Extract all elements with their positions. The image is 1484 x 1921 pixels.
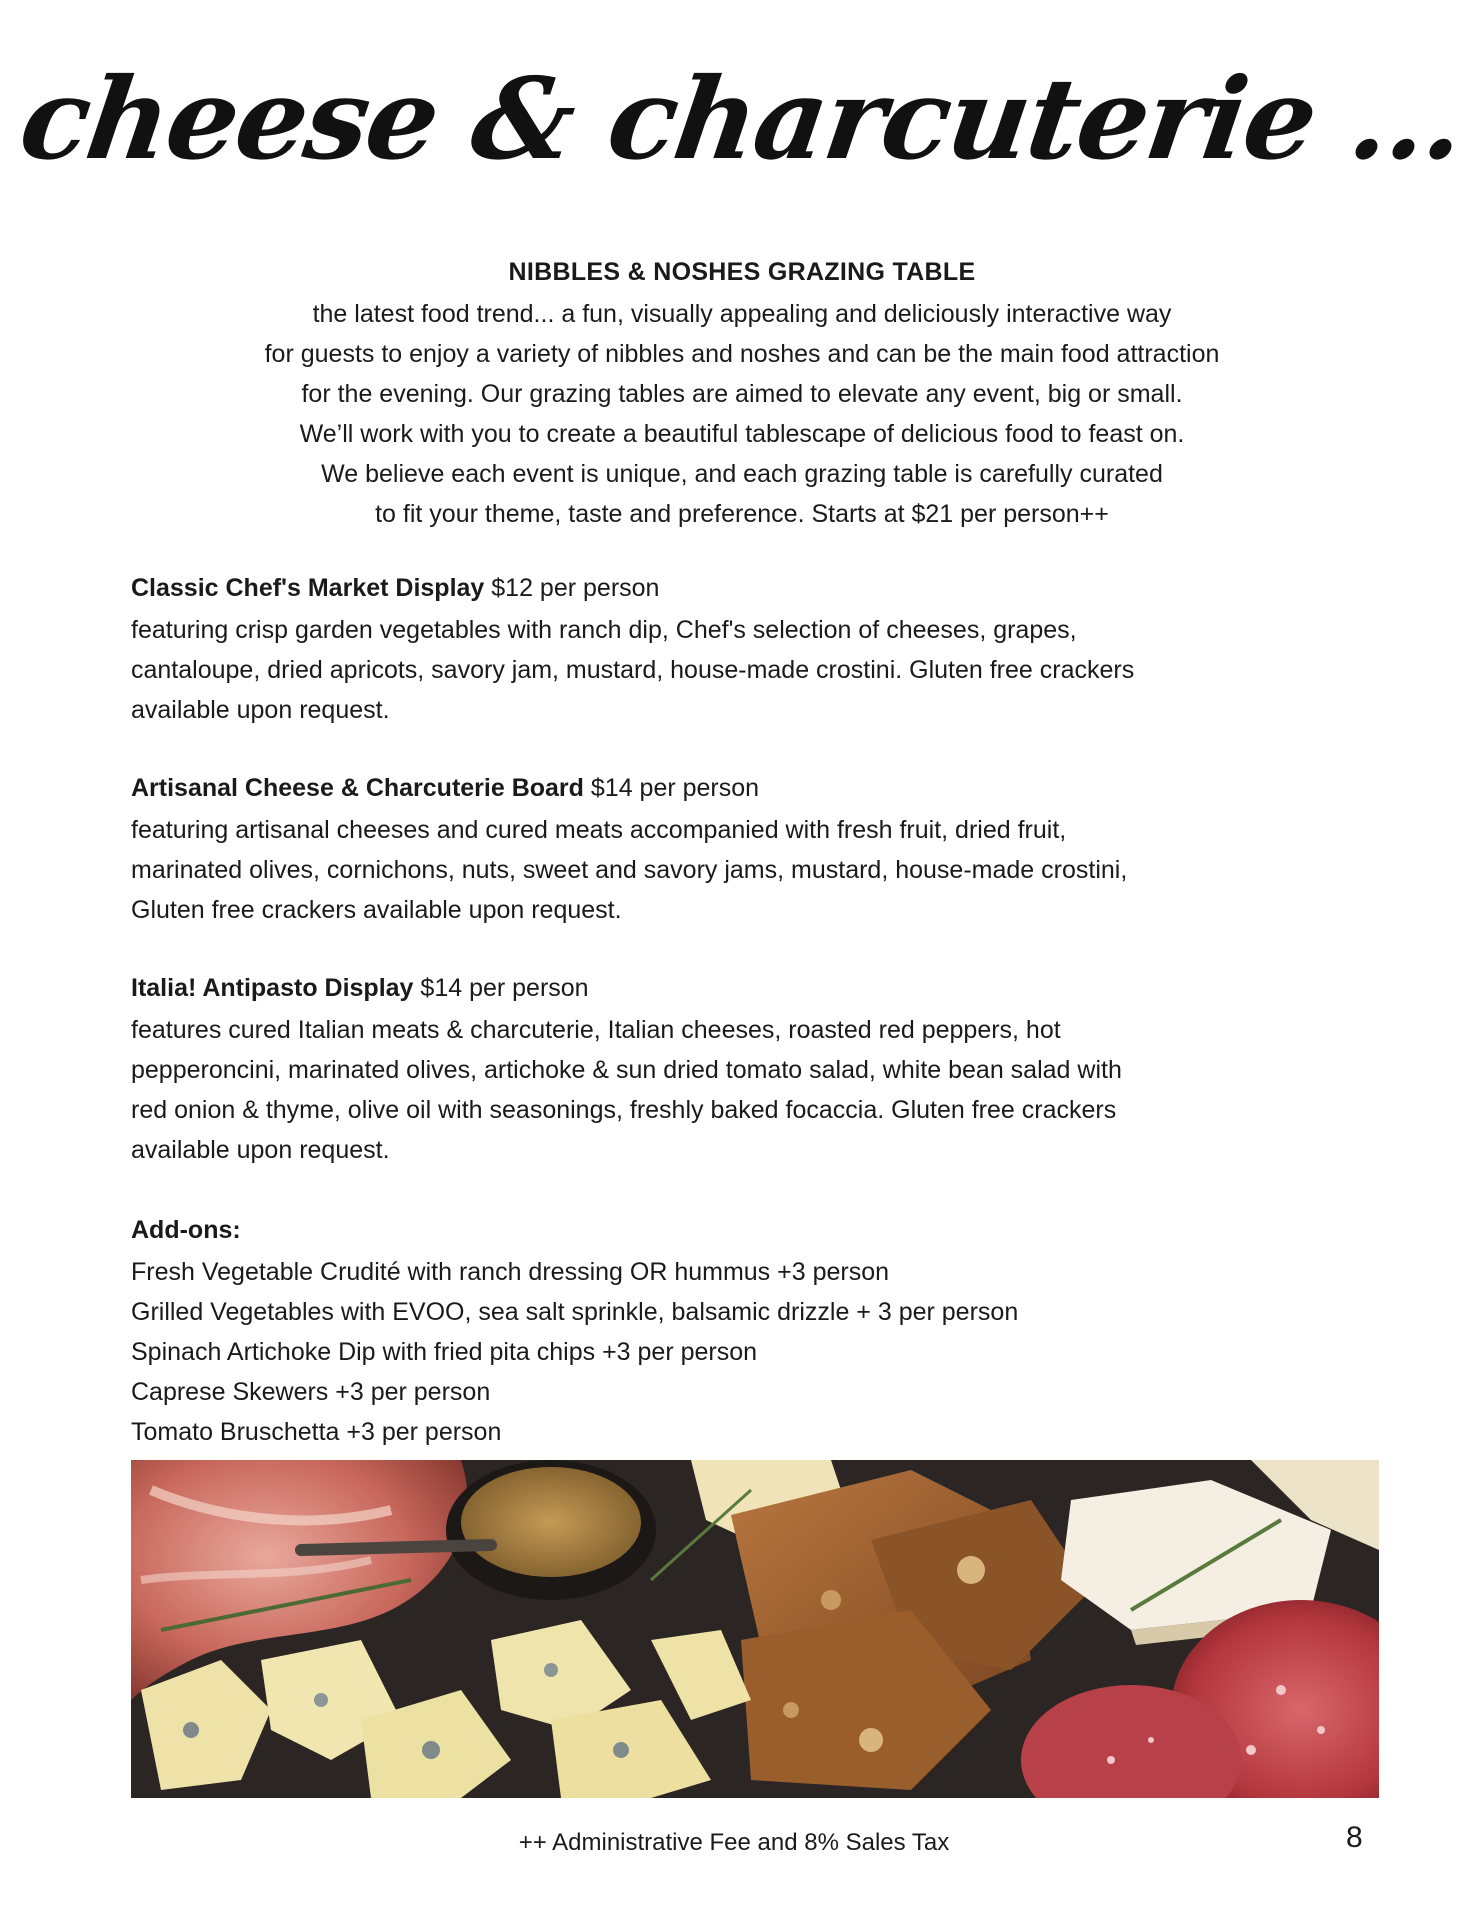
addon-item: Caprese Skewers +3 per person <box>131 1378 491 1406</box>
menu-item-name: Classic Chef's Market Display <box>131 574 485 602</box>
menu-item-name: Italia! Antipasto Display <box>131 974 414 1002</box>
charcuterie-illustration <box>131 1460 1379 1798</box>
intro-line: for guests to enjoy a variety of nibbles and noshes and can be the main food attraction <box>264 340 1220 368</box>
menu-item-description: Gluten free crackers available upon request. <box>131 896 622 924</box>
menu-item-description: red onion & thyme, olive oil with seasonings, freshly baked focaccia. Gluten free crackers <box>131 1096 1117 1124</box>
menu-item-name: Artisanal Cheese & Charcuterie Board <box>131 774 584 802</box>
menu-item-price: $14 per person <box>413 974 589 1002</box>
grazing-table-intro <box>100 254 1384 534</box>
intro-line: the latest food trend... a fun, visually appealing and deliciously interactive way <box>312 300 1172 328</box>
menu-item-description: features cured Italian meats & charcuterie, Italian cheeses, roasted red peppers, hot <box>131 1016 1061 1044</box>
menu-item-description: cantaloupe, dried apricots, savory jam, mustard, house-made crostini. Gluten free crackers <box>131 656 1135 684</box>
addons-heading <box>131 1210 1371 1250</box>
addons-section <box>131 1210 1371 1452</box>
menu-item-classic-chefs-market <box>131 568 1371 730</box>
addon-item: Grilled Vegetables with EVOO, sea salt sprinkle, balsamic drizzle + 3 per person <box>131 1298 1019 1326</box>
addons-heading-text: Add-ons: <box>131 1216 241 1244</box>
menu-item-description: marinated olives, cornichons, nuts, sweet and savory jams, mustard, house-made crostini, <box>131 856 1128 884</box>
menu-item-italia-antipasto <box>131 968 1371 1170</box>
menu-item-description: available upon request. <box>131 696 390 724</box>
addon-item: Tomato Bruschetta +3 per person <box>131 1418 502 1446</box>
menu-item-description: pepperoncini, marinated olives, artichoke & sun dried tomato salad, white bean salad with <box>131 1056 1122 1084</box>
page-title: cheese & charcuterie ... <box>12 54 1472 185</box>
intro-line: to fit your theme, taste and preference. Starts at $21 per person++ <box>375 500 1109 528</box>
menu-item-artisanal-board <box>131 768 1371 930</box>
menu-item-heading <box>131 568 1371 608</box>
page-number: 8 <box>1346 1821 1363 1854</box>
charcuterie-photo <box>131 1460 1379 1798</box>
intro-line: We’ll work with you to create a beautiful tablescape of delicious food to feast on. <box>299 420 1185 448</box>
menu-item-heading <box>131 768 1371 808</box>
footer-note: ++ Administrative Fee and 8% Sales Tax <box>518 1829 950 1856</box>
addon-item: Spinach Artichoke Dip with fried pita chips +3 per person <box>131 1338 758 1366</box>
addon-item: Fresh Vegetable Crudité with ranch dressing OR hummus +3 person <box>131 1258 890 1286</box>
menu-item-heading <box>131 968 1371 1008</box>
grazing-table-heading: NIBBLES & NOSHES GRAZING TABLE <box>508 258 976 286</box>
menu-item-description: featuring artisanal cheeses and cured meats accompanied with fresh fruit, dried fruit, <box>131 816 1067 844</box>
intro-line: for the evening. Our grazing tables are aimed to elevate any event, big or small. <box>301 380 1183 408</box>
menu-item-price: $12 per person <box>484 574 660 602</box>
menu-item-price: $14 per person <box>583 774 760 802</box>
menu-item-description: available upon request. <box>131 1136 390 1164</box>
intro-line: We believe each event is unique, and each grazing table is carefully curated <box>321 460 1163 488</box>
menu-item-description: featuring crisp garden vegetables with ranch dip, Chef's selection of cheeses, grapes, <box>131 616 1077 644</box>
